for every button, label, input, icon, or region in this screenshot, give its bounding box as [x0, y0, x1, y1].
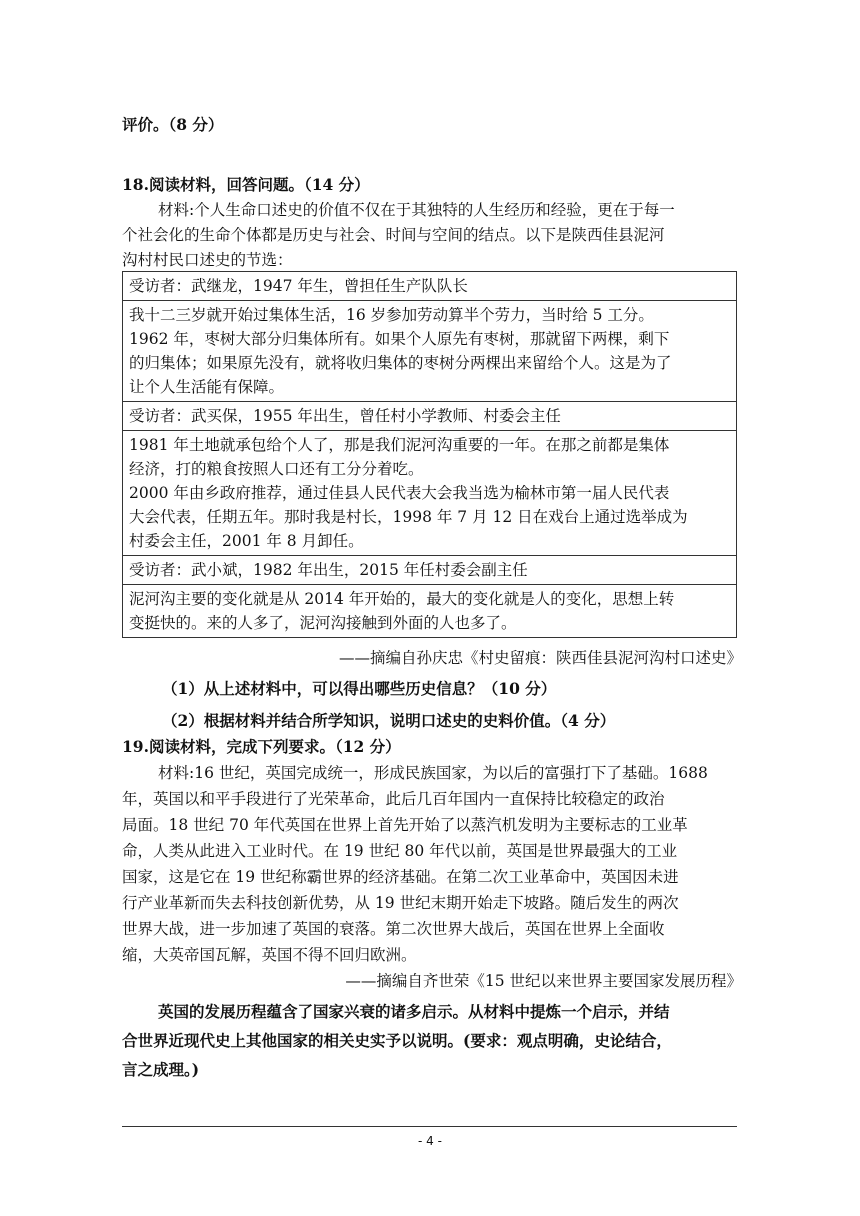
q18-subquestion-1: （1）从上述材料中，可以得出哪些历史信息？（10 分） [162, 679, 557, 698]
q19-title: 19.阅读材料，完成下列要求。（12 分） [122, 737, 401, 756]
testimony-row [123, 301, 736, 402]
testimony-line: 2000 年由乡政府推荐，通过佳县人民代表大会我当选为榆林市第一届人民代表 [129, 484, 670, 502]
q19-material-line: 年，英国以和平手段进行了光荣革命，此后几百年国内一直保持比较稳定的政治 [122, 790, 665, 808]
q19-source-citation: ——摘编自齐世荣《15 世纪以来世界主要国家发展历程》 [345, 972, 742, 990]
testimony-line: 的归集体；如果原先没有，就将收归集体的枣树分两棵出来留给个人。这是为了 [129, 354, 672, 372]
testimony-line: 泥河沟主要的变化就是从 2014 年开始的，最大的变化就是人的变化，思想上转 [129, 590, 675, 608]
q19-material-line: 命，人类从此进入工业时代。在 19 世纪 80 年代以前，英国是世界最强大的工业 [122, 842, 678, 860]
testimony-row [123, 431, 736, 556]
q18-material-line: 材料:个人生命口述史的价值不仅在于其独特的人生经历和经验，更在于每一 [158, 201, 675, 219]
q19-material-line: 材料:16 世纪，英国完成统一，形成民族国家，为以后的富强打下了基础。1688 [158, 764, 708, 782]
testimony-line: 1962 年，枣树大部分归集体所有。如果个人原先有枣树，那就留下两棵，剩下 [129, 330, 670, 348]
q19-prompt-line: 言之成理。) [122, 1060, 200, 1079]
q19-prompt-line: 英国的发展历程蕴含了国家兴衰的诸多启示。从材料中提炼一个启示，并结 [158, 1002, 670, 1021]
interviewee-row: 受访者：武继龙，1947 年生，曾担任生产队队长 [123, 272, 736, 301]
q19-prompt-line: 合世界近现代史上其他国家的相关史实予以说明。(要求：观点明确，史论结合， [122, 1031, 672, 1050]
footer-divider [122, 1126, 737, 1127]
q18-material-line: 个社会化的生命个体都是历史与社会、时间与空间的结点。以下是陕西佳县泥河 [122, 226, 665, 244]
q19-material-line: 世界大战，进一步加速了英国的衰落。第二次世界大战后，英国在世界上全面收 [122, 920, 665, 938]
prev-question-tail: 评价。（8 分） [122, 115, 224, 134]
testimony-line: 经济，打的粮食按照人口还有工分分着吃。 [129, 460, 424, 478]
q18-source-citation: ——摘编自孙庆忠《村史留痕：陕西佳县泥河沟村口述史》 [338, 649, 742, 667]
testimony-row [123, 585, 736, 637]
testimony-line: 村委会主任，2001 年 8 月卸任。 [129, 532, 364, 550]
q18-material-line: 沟村村民口述史的节选： [122, 251, 293, 269]
testimony-line: 大会代表，任期五年。那时我是村长，1998 年 7 月 12 日在戏台上通过选举成为 [129, 508, 688, 526]
oral-history-table [122, 271, 737, 638]
testimony-line: 让个人生活能有保障。 [129, 378, 285, 396]
q19-material-line: 行产业革新而失去科技创新优势，从 19 世纪末期开始走下坡路。随后发生的两次 [122, 894, 679, 912]
q18-subquestion-2: （2）根据材料并结合所学知识，说明口述史的史料价值。（4 分） [162, 711, 616, 730]
q19-material-line: 缩，大英帝国瓦解，英国不得不回归欧洲。 [122, 946, 417, 964]
testimony-line: 1981 年土地就承包给个人了，那是我们泥河沟重要的一年。在那之前都是集体 [129, 436, 670, 454]
q19-material-line: 局面。18 世纪 70 年代英国在世界上首先开始了以蒸汽机发明为主要标志的工业革 [122, 816, 688, 834]
interviewee-row: 受访者：武小斌，1982 年出生，2015 年任村委会副主任 [123, 556, 736, 585]
page-number: - 4 - [418, 1134, 442, 1148]
q18-title: 18.阅读材料，回答问题。（14 分） [122, 175, 370, 194]
testimony-line: 我十二三岁就开始过集体生活，16 岁参加劳动算半个劳力，当时给 5 工分。 [129, 306, 654, 324]
q19-material-line: 国家，这是它在 19 世纪称霸世界的经济基础。在第二次工业革命中，英国因未进 [122, 868, 679, 886]
testimony-line: 变挺快的。来的人多了，泥河沟接触到外面的人也多了。 [129, 614, 517, 632]
interviewee-row: 受访者：武买保，1955 年出生，曾任村小学教师、村委会主任 [123, 402, 736, 431]
